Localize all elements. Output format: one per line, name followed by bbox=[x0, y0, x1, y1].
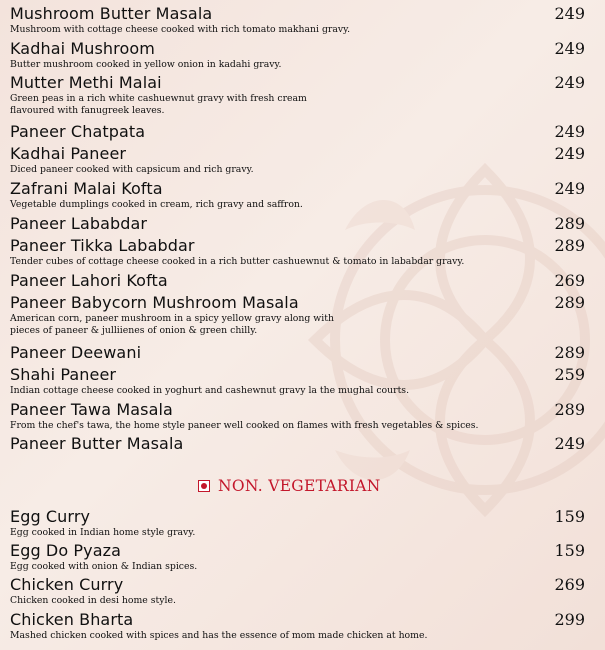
non-veg-symbol-icon bbox=[198, 480, 210, 492]
item-description: Vegetable dumplings cooked in cream, rich gravy and saffron. bbox=[10, 199, 303, 210]
item-description: Indian cottage cheese cooked in yoghurt and cashewnut gravy la the mughal courts. bbox=[10, 385, 410, 396]
menu-item bbox=[10, 343, 595, 363]
item-name: Egg Do Pyaza bbox=[10, 541, 122, 560]
item-description: Green peas in a rich white cashuewnut gravy with fresh cream bbox=[10, 93, 307, 104]
section-heading-non-veg bbox=[198, 477, 381, 495]
item-description-line2: pieces of paneer & julliienes of onion & green chilly. bbox=[10, 325, 258, 336]
menu-item bbox=[10, 434, 595, 454]
item-price: 249 bbox=[554, 122, 585, 141]
item-description: Mashed chicken cooked with spices and has the essence of mom made chicken at home. bbox=[10, 630, 428, 641]
item-description: Mushroom with cottage cheese cooked with rich tomato makhani gravy. bbox=[10, 24, 351, 35]
item-price: 289 bbox=[554, 236, 585, 255]
item-price: 249 bbox=[554, 144, 585, 163]
menu-item bbox=[10, 214, 595, 234]
menu-item bbox=[10, 4, 595, 36]
item-price: 159 bbox=[554, 507, 585, 526]
item-description: Egg cooked in Indian home style gravy. bbox=[10, 527, 196, 538]
menu-item bbox=[10, 271, 595, 291]
item-name: Egg Curry bbox=[10, 507, 91, 526]
menu-item bbox=[10, 144, 595, 176]
item-name: Chicken Curry bbox=[10, 575, 124, 594]
menu-item bbox=[10, 400, 595, 432]
item-price: 249 bbox=[554, 434, 585, 453]
item-name: Mutter Methi Malai bbox=[10, 73, 162, 92]
item-name: Kadhai Paneer bbox=[10, 144, 127, 163]
item-name: Paneer Butter Masala bbox=[10, 434, 184, 453]
item-description-line2: flavoured with fanugreek leaves. bbox=[10, 105, 165, 116]
section-title: NON. VEGETARIAN bbox=[218, 477, 381, 495]
menu-item bbox=[10, 507, 595, 539]
item-price: 269 bbox=[554, 271, 585, 290]
item-price: 289 bbox=[554, 293, 585, 312]
item-price: 299 bbox=[554, 610, 585, 629]
item-name: Shahi Paneer bbox=[10, 365, 117, 384]
item-price: 289 bbox=[554, 214, 585, 233]
menu-item bbox=[10, 293, 595, 337]
item-price: 249 bbox=[554, 39, 585, 58]
item-name: Paneer Tikka Lababdar bbox=[10, 236, 195, 255]
menu-item bbox=[10, 575, 595, 607]
item-description: From the chef's tawa, the home style paneer well cooked on flames with fresh vegetables & spices. bbox=[10, 420, 479, 431]
item-name: Kadhai Mushroom bbox=[10, 39, 155, 58]
item-price: 259 bbox=[554, 365, 585, 384]
item-name: Paneer Tawa Masala bbox=[10, 400, 173, 419]
item-name: Zafrani Malai Kofta bbox=[10, 179, 163, 198]
menu-item bbox=[10, 179, 595, 211]
menu-item bbox=[10, 236, 595, 268]
item-name: Paneer Lahori Kofta bbox=[10, 271, 168, 290]
item-description: Butter mushroom cooked in yellow onion in kadahi gravy. bbox=[10, 59, 282, 70]
item-price: 289 bbox=[554, 400, 585, 419]
item-price: 249 bbox=[554, 179, 585, 198]
item-description: American corn, paneer mushroom in a spicy yellow gravy along with bbox=[10, 313, 334, 324]
item-price: 159 bbox=[554, 541, 585, 560]
item-name: Paneer Lababdar bbox=[10, 214, 148, 233]
menu-item bbox=[10, 610, 595, 642]
item-description: Chicken cooked in desi home style. bbox=[10, 595, 176, 606]
item-name: Paneer Chatpata bbox=[10, 122, 146, 141]
item-price: 269 bbox=[554, 575, 585, 594]
menu-item bbox=[10, 541, 595, 573]
item-name: Paneer Babycorn Mushroom Masala bbox=[10, 293, 299, 312]
item-description: Tender cubes of cottage cheese cooked in a rich butter cashuewnut & tomato in lababdar gravy. bbox=[10, 256, 465, 267]
item-price: 249 bbox=[554, 73, 585, 92]
item-price: 249 bbox=[554, 4, 585, 23]
item-name: Chicken Bharta bbox=[10, 610, 134, 629]
item-name: Mushroom Butter Masala bbox=[10, 4, 213, 23]
item-description: Egg cooked with onion & Indian spices. bbox=[10, 561, 198, 572]
item-price: 289 bbox=[554, 343, 585, 362]
menu-item bbox=[10, 365, 595, 397]
item-name: Paneer Deewani bbox=[10, 343, 142, 362]
item-description: Diced paneer cooked with capsicum and rich gravy. bbox=[10, 164, 254, 175]
menu-item bbox=[10, 122, 595, 142]
menu-item bbox=[10, 39, 595, 71]
menu-item bbox=[10, 73, 595, 117]
